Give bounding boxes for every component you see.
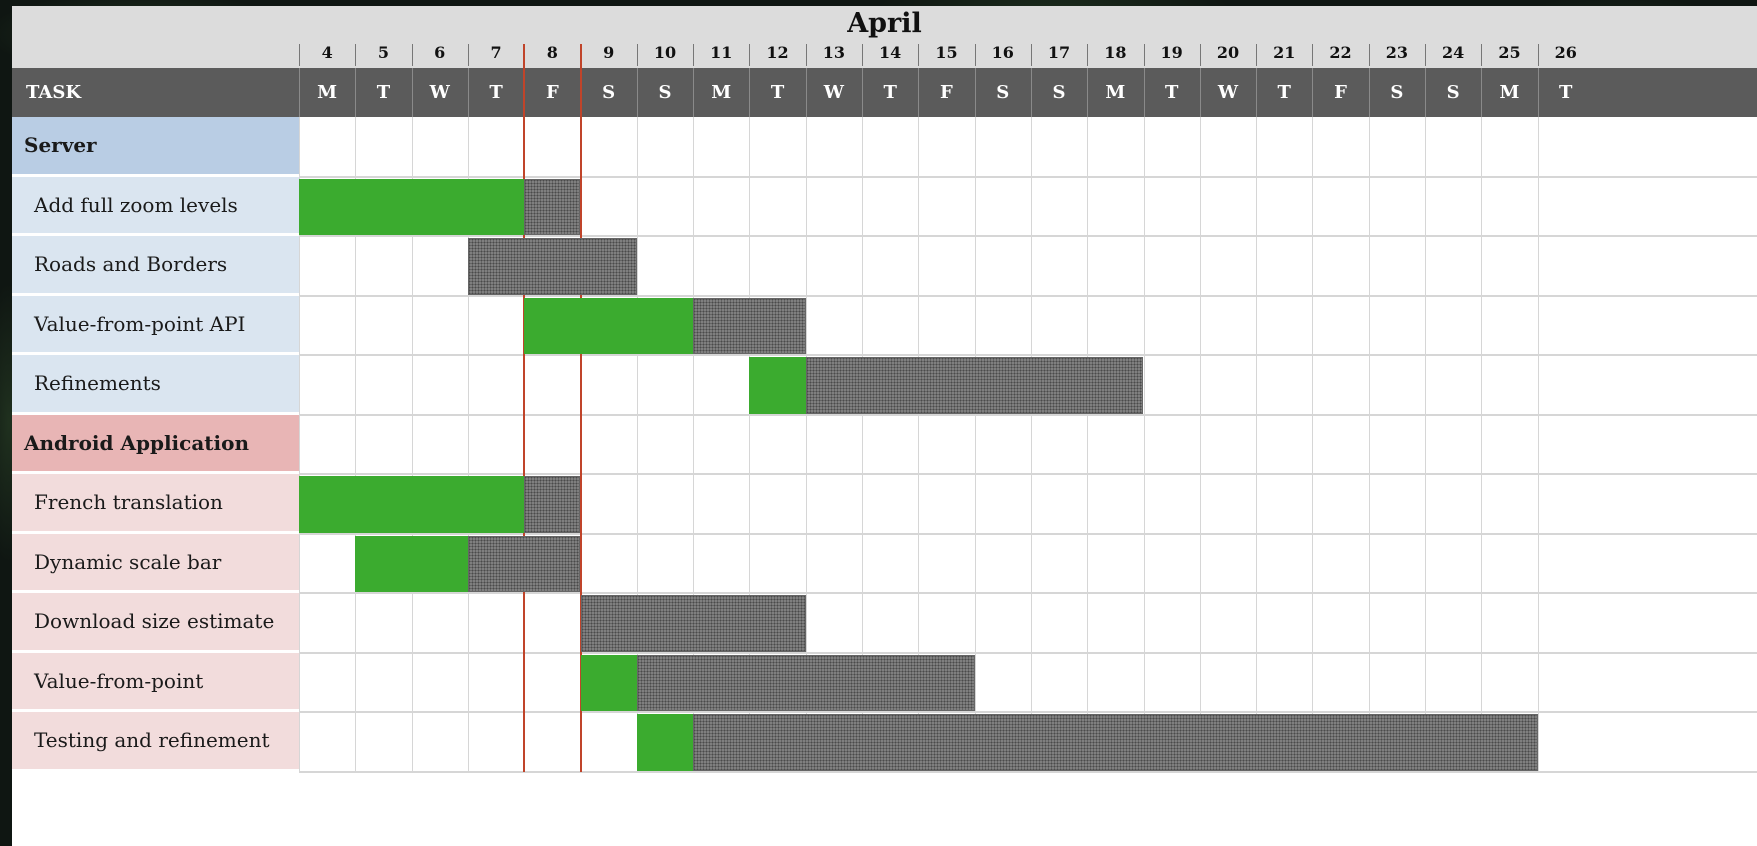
grid-line-horizontal: [299, 235, 1757, 237]
task-label: Roads and Borders: [12, 236, 299, 296]
weekday-label: F: [1334, 82, 1347, 103]
day-number: 26: [1554, 43, 1577, 62]
weekday-label: M: [317, 82, 338, 103]
grid-line-horizontal: [299, 295, 1757, 297]
day-number: 17: [1047, 43, 1071, 62]
day-separator: [1256, 44, 1257, 66]
date-marker-line: [523, 44, 525, 772]
grid-line-vertical: [1312, 117, 1313, 772]
day-number: 8: [546, 43, 558, 62]
weekday-label: S: [1446, 82, 1460, 103]
weekday-label: T: [376, 82, 391, 103]
day-separator: [749, 44, 750, 66]
task-label: Value-from-point API: [12, 296, 299, 356]
completed-bar: [355, 536, 468, 593]
weekday-label: T: [1559, 82, 1573, 103]
day-separator: [355, 44, 356, 66]
day-separator: [299, 44, 300, 66]
weekday-label: T: [883, 82, 897, 103]
day-number: 12: [766, 43, 789, 62]
day-number: 22: [1329, 43, 1352, 62]
weekday-separator: [1031, 68, 1032, 117]
weekday-separator: [1538, 68, 1539, 117]
day-separator: [1087, 44, 1088, 66]
grid-line-vertical: [1481, 117, 1482, 772]
weekday-label: S: [602, 82, 616, 103]
weekday-separator: [1481, 68, 1482, 117]
grid-line-horizontal: [299, 652, 1757, 654]
weekday-label: F: [545, 82, 559, 103]
weekday-separator: [975, 68, 976, 117]
group-label: Server: [12, 117, 299, 177]
weekday-separator: [1425, 68, 1426, 117]
completed-bar: [299, 476, 524, 533]
grid-line-vertical: [1256, 117, 1257, 772]
weekday-separator: [862, 68, 863, 117]
weekday-label: T: [1164, 82, 1179, 103]
task-label: Download size estimate: [12, 593, 299, 653]
weekday-separator: [637, 68, 638, 117]
group-label: Android Application: [12, 415, 299, 475]
grid-line-horizontal: [299, 176, 1757, 178]
completed-bar: [749, 357, 805, 414]
completed-bar: [524, 298, 693, 355]
weekday-label: W: [1217, 82, 1239, 103]
day-number: 21: [1273, 43, 1296, 62]
grid-line-vertical: [1031, 117, 1032, 772]
day-number: 14: [879, 43, 902, 62]
day-separator: [918, 44, 919, 66]
day-number: 20: [1216, 43, 1240, 62]
remaining-bar: [637, 655, 975, 712]
day-separator: [862, 44, 863, 66]
day-number: 13: [822, 43, 845, 62]
completed-bar: [299, 179, 524, 236]
remaining-bar: [524, 179, 580, 236]
day-separator: [412, 44, 413, 66]
completed-bar: [581, 655, 637, 712]
grid-line-vertical: [1200, 117, 1201, 772]
weekday-label: S: [1390, 82, 1404, 103]
weekday-separator: [1087, 68, 1088, 117]
weekday-label: W: [823, 82, 844, 103]
weekday-separator: [1369, 68, 1370, 117]
day-number: 10: [653, 43, 677, 62]
grid-line-horizontal: [299, 473, 1757, 475]
day-number: 25: [1498, 43, 1521, 62]
task-label: Testing and refinement: [12, 712, 299, 772]
weekday-separator: [1256, 68, 1257, 117]
day-separator: [1425, 44, 1426, 66]
weekday-label: M: [1105, 82, 1126, 103]
weekday-separator: [299, 68, 300, 117]
day-separator: [637, 44, 638, 66]
day-separator: [1481, 44, 1482, 66]
weekday-separator: [468, 68, 469, 117]
weekday-label: W: [429, 82, 450, 103]
weekday-separator: [355, 68, 356, 117]
day-separator: [1200, 44, 1201, 66]
day-number: 6: [434, 43, 446, 62]
task-label: Add full zoom levels: [12, 177, 299, 237]
grid-line-horizontal: [299, 354, 1757, 356]
remaining-bar: [806, 357, 1144, 414]
task-column-header: TASK: [26, 82, 82, 103]
weekday-label: T: [1277, 82, 1291, 103]
grid-line-horizontal: [299, 771, 1757, 773]
weekday-label: M: [1499, 82, 1520, 103]
remaining-bar: [693, 298, 806, 355]
weekday-label: T: [770, 82, 785, 103]
task-label: Dynamic scale bar: [12, 534, 299, 594]
day-number: 9: [603, 43, 615, 62]
remaining-bar: [693, 714, 1538, 771]
completed-bar: [637, 714, 693, 771]
grid-line-vertical: [975, 117, 976, 772]
weekday-label: S: [658, 82, 672, 103]
day-number: 11: [710, 43, 733, 62]
day-number: 18: [1104, 43, 1127, 62]
weekday-separator: [1144, 68, 1145, 117]
day-separator: [468, 44, 469, 66]
weekday-separator: [806, 68, 807, 117]
grid-line-vertical: [1087, 117, 1088, 772]
day-number: 23: [1385, 43, 1408, 62]
grid-line-horizontal: [299, 711, 1757, 713]
gantt-chart: [12, 6, 1757, 846]
day-number: 15: [935, 43, 958, 62]
day-number: 4: [321, 43, 333, 62]
day-separator: [1144, 44, 1145, 66]
remaining-bar: [468, 238, 637, 295]
day-number: 16: [991, 43, 1014, 62]
day-separator: [1031, 44, 1032, 66]
weekday-label: F: [940, 82, 953, 103]
day-separator: [1538, 44, 1539, 66]
remaining-bar: [468, 536, 581, 593]
day-number: 24: [1442, 43, 1465, 62]
day-separator: [975, 44, 976, 66]
day-separator: [1312, 44, 1313, 66]
remaining-bar: [581, 595, 806, 652]
grid-line-vertical: [1538, 117, 1539, 772]
remaining-bar: [524, 476, 580, 533]
weekday-separator: [749, 68, 750, 117]
weekday-separator: [693, 68, 694, 117]
task-label: Value-from-point: [12, 653, 299, 713]
weekday-separator: [1200, 68, 1201, 117]
weekday-label: T: [489, 82, 503, 103]
grid-line-horizontal: [299, 592, 1757, 594]
day-number: 5: [377, 43, 390, 62]
day-separator: [1369, 44, 1370, 66]
day-number: 7: [490, 43, 502, 62]
month-title: April: [847, 8, 922, 39]
weekday-separator: [1312, 68, 1313, 117]
weekday-label: M: [711, 82, 732, 103]
task-label: Refinements: [12, 355, 299, 415]
grid-line-horizontal: [299, 533, 1757, 535]
weekday-separator: [412, 68, 413, 117]
day-separator: [693, 44, 694, 66]
weekday-label: S: [996, 82, 1010, 103]
grid-line-horizontal: [299, 414, 1757, 416]
grid-line-vertical: [1369, 117, 1370, 772]
day-number: 19: [1160, 43, 1183, 62]
day-separator: [806, 44, 807, 66]
weekday-label: S: [1052, 82, 1066, 103]
weekday-separator: [918, 68, 919, 117]
grid-line-vertical: [1144, 117, 1145, 772]
task-label: French translation: [12, 474, 299, 534]
grid-line-vertical: [1425, 117, 1426, 772]
